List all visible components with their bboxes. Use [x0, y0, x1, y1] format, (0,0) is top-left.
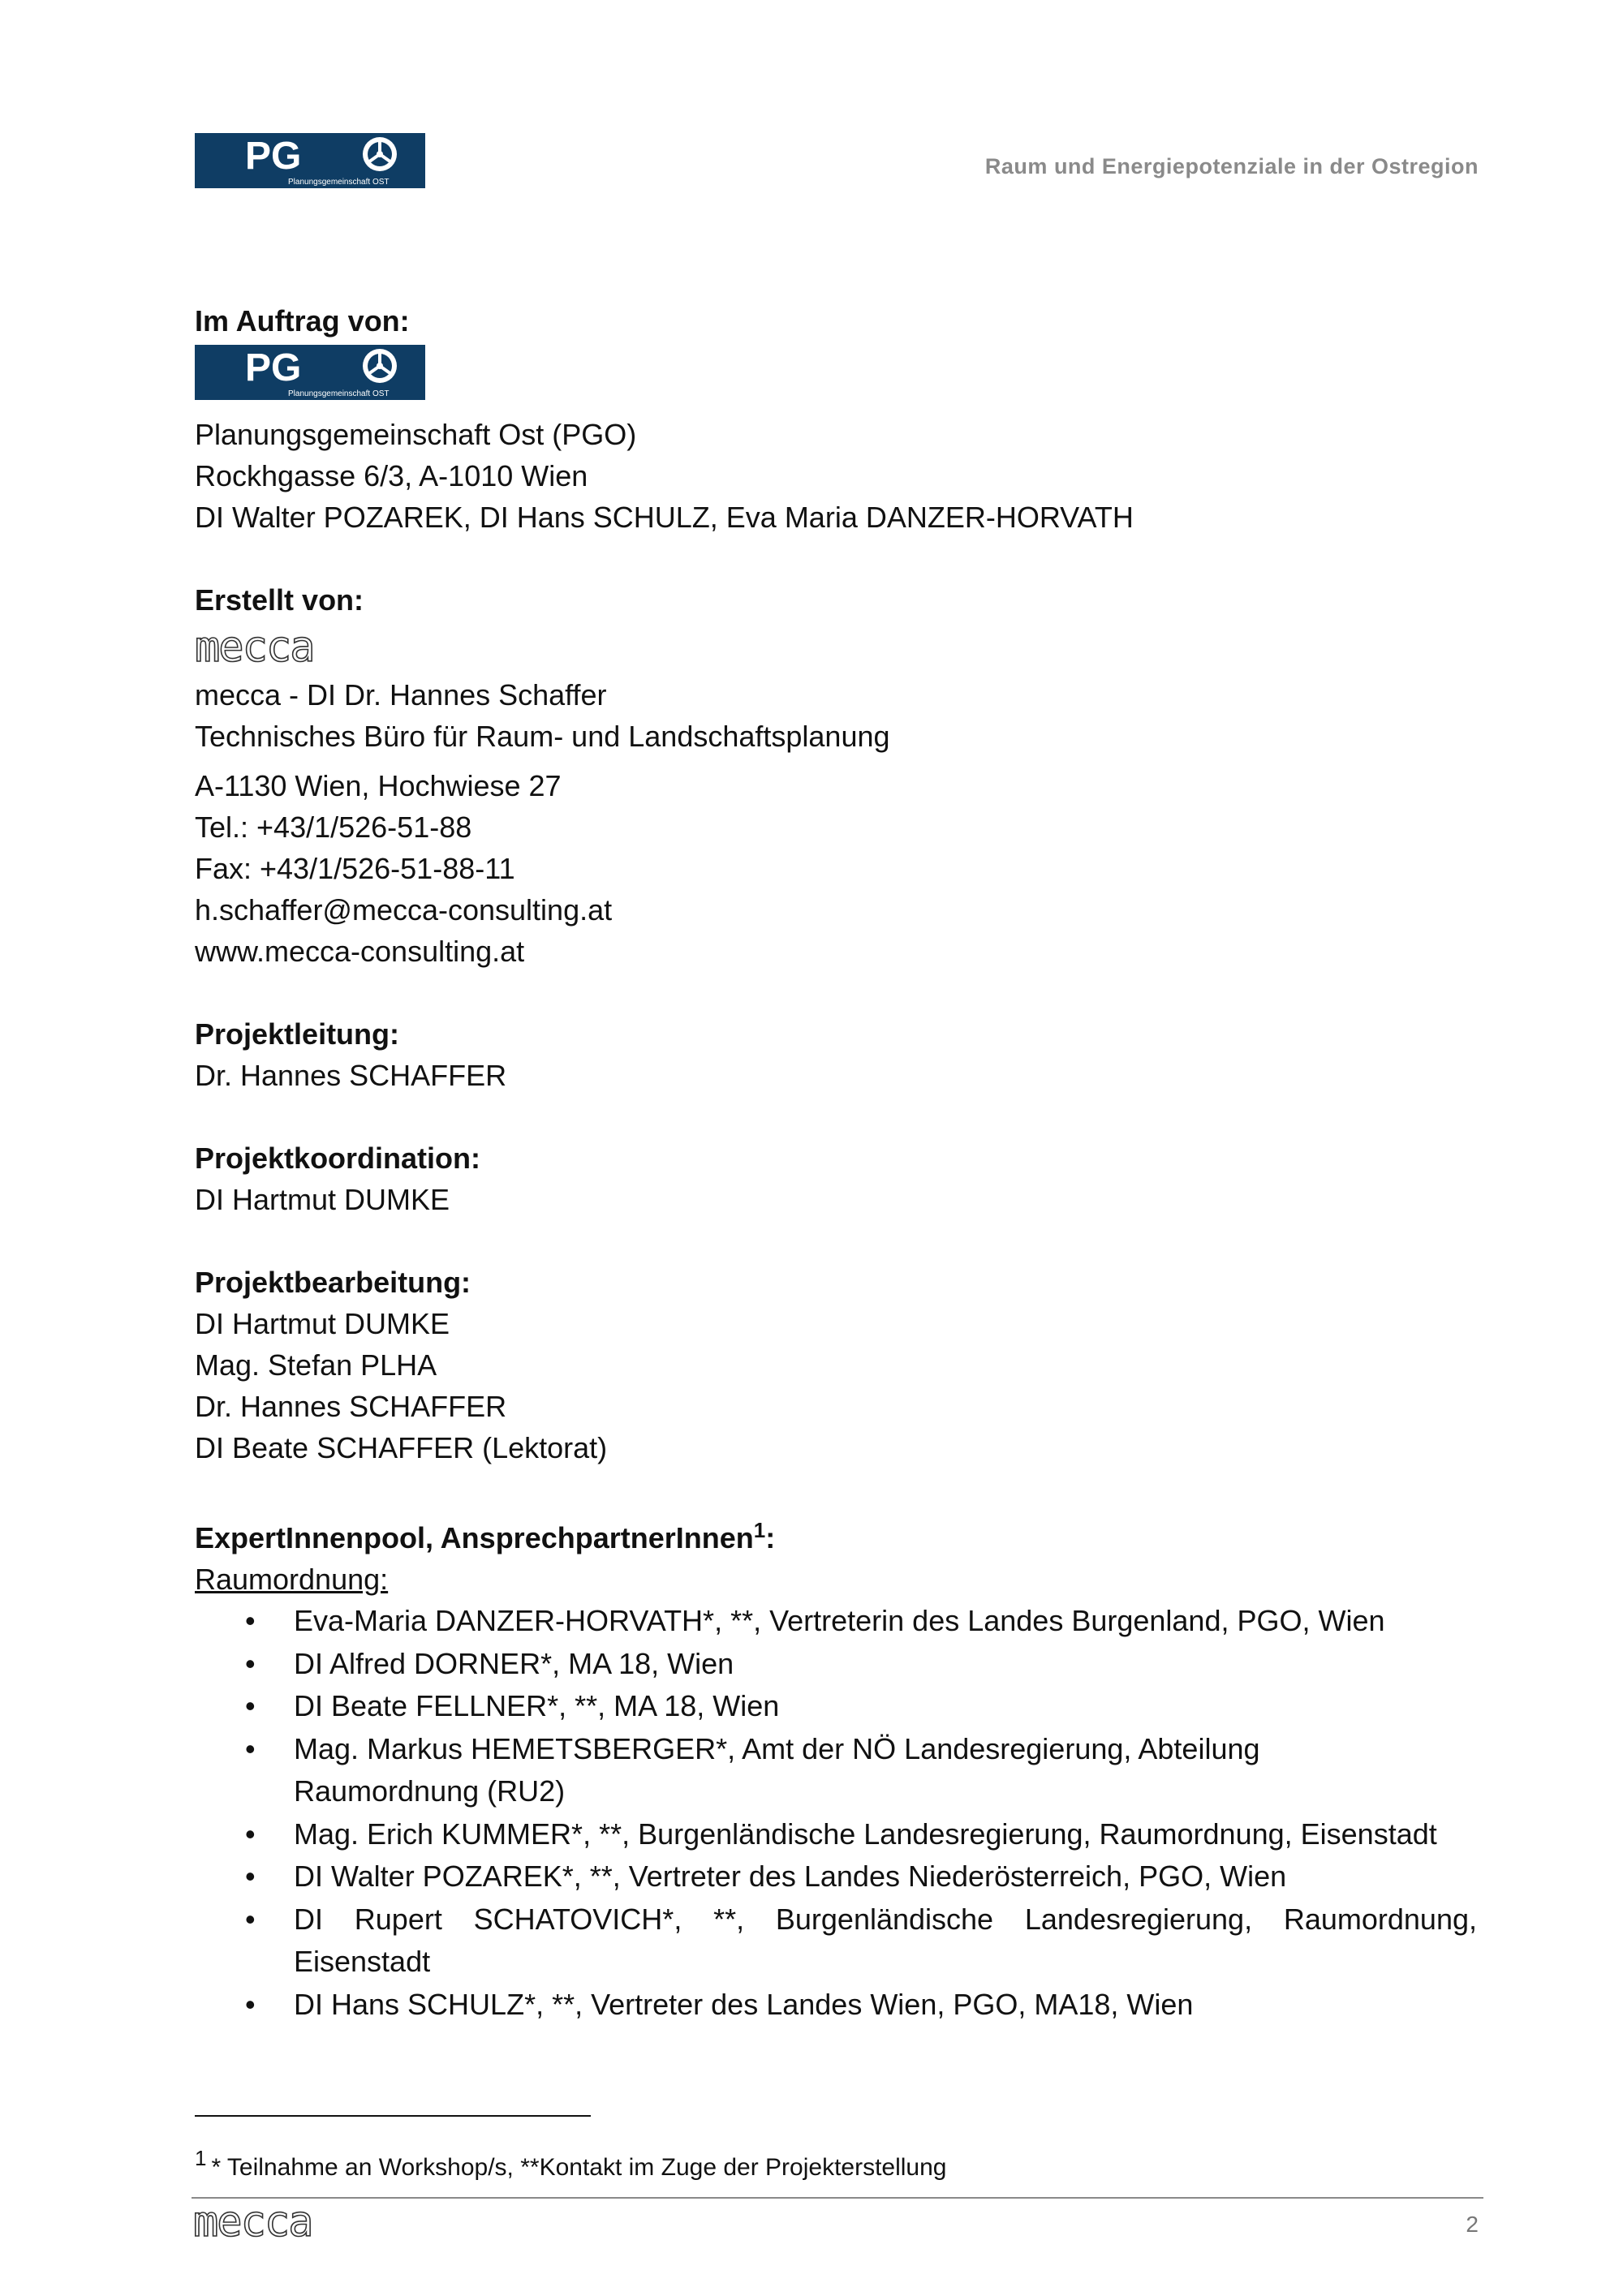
- pgo-turbine-icon: [363, 349, 397, 383]
- website-link[interactable]: www.mecca-consulting.at: [195, 935, 525, 968]
- experts-heading: [195, 1510, 1477, 1559]
- footnote-separator: [195, 2115, 591, 2117]
- list-item: • Mag. Erich KUMMER*, **, Burgenländische Landesregierung, Raumordnung, Eisenstadt: [195, 1813, 1477, 1856]
- experts-list: [195, 1600, 1477, 2026]
- document-body: [195, 300, 1477, 2026]
- mecca-logo-text: mecca: [195, 629, 314, 666]
- erstellt-heading: Erstellt von:: [195, 583, 364, 617]
- auftrag-line: Rockhgasse 6/3, A-1010 Wien: [195, 459, 588, 492]
- phone-line: Tel.: +43/1/526-51-88: [195, 810, 472, 844]
- pgo-logo-text: PG: [245, 346, 302, 389]
- auftrag-line: DI Walter POZAREK, DI Hans SCHULZ, Eva Maria DANZER-HORVATH: [195, 501, 1134, 534]
- pgo-logo-graphic: [195, 345, 425, 400]
- footer-mecca-logo: [193, 2204, 372, 2245]
- projektbearbeitung-line: DI Beate SCHAFFER (Lektorat): [195, 1431, 608, 1464]
- auftrag-line: Planungsgemeinschaft Ost (PGO): [195, 418, 637, 451]
- projektleitung-heading: Projektleitung:: [195, 1017, 400, 1051]
- pgo-logo-subtext: Planungsgemeinschaft OST: [288, 389, 390, 398]
- address-line: A-1130 Wien, Hochwiese 27: [195, 769, 562, 802]
- header-title: Raum und Energiepotenziale in der Ostregion: [984, 154, 1479, 178]
- footnote-number: 1: [195, 2146, 207, 2170]
- list-item: • DI Beate FELLNER*, **, MA 18, Wien: [195, 1685, 1477, 1728]
- pgo-logo-graphic: [195, 133, 425, 188]
- projektbearbeitung-line: Dr. Hannes SCHAFFER: [195, 1390, 507, 1423]
- header-pgo-logo: [195, 133, 425, 192]
- erstellt-line: Technisches Büro für Raum- und Landschaftsplanung: [195, 720, 890, 753]
- fax-line: Fax: +43/1/526-51-88-11: [195, 852, 515, 885]
- email-link[interactable]: h.schaffer@mecca-consulting.at: [195, 893, 613, 927]
- projektkoordination-heading: Projektkoordination:: [195, 1142, 481, 1175]
- list-item: • DI Rupert SCHATOVICH*, **, Burgenländische Landesregierung, Raumordnung, Eisenstadt: [195, 1898, 1477, 1984]
- mecca-logo-graphic: [193, 2204, 372, 2241]
- footnote: [195, 2146, 947, 2182]
- mecca-logo-text: mecca: [193, 2204, 312, 2241]
- erstellt-line: mecca - DI Dr. Hannes Schaffer: [195, 678, 607, 712]
- raumordnung-subheading: Raumordnung:: [195, 1563, 389, 1596]
- list-item: • DI Alfred DORNER*, MA 18, Wien: [195, 1643, 1477, 1686]
- projektkoordination-line: DI Hartmut DUMKE: [195, 1183, 450, 1216]
- page-number: 2: [1466, 2212, 1479, 2237]
- mecca-logo-graphic: [195, 629, 373, 666]
- list-item: • Mag. Markus HEMETSBERGER*, Amt der NÖ Landesregierung, Abteilung Raumordnung (RU2): [195, 1728, 1477, 1813]
- list-item: • Eva-Maria DANZER-HORVATH*, **, Vertreterin des Landes Burgenland, PGO, Wien: [195, 1600, 1477, 1643]
- pgo-turbine-icon: [363, 137, 397, 171]
- erstellt-mecca-logo: [195, 629, 1477, 674]
- projektbearbeitung-line: DI Hartmut DUMKE: [195, 1307, 450, 1340]
- projektbearbeitung-heading: Projektbearbeitung:: [195, 1266, 471, 1299]
- footer-divider: [192, 2197, 1483, 2199]
- pgo-logo-text: PG: [245, 135, 302, 178]
- footnote-text: * Teilnahme an Workshop/s, **Kontakt im Zuge der Projekterstellung: [211, 2154, 947, 2181]
- experts-heading-text: ExpertInnenpool, AnsprechpartnerInnen: [195, 1521, 754, 1554]
- list-item: • DI Walter POZAREK*, **, Vertreter des Landes Niederösterreich, PGO, Wien: [195, 1855, 1477, 1898]
- auftrag-heading: Im Auftrag von:: [195, 304, 410, 338]
- list-item: • DI Hans SCHULZ*, **, Vertreter des Landes Wien, PGO, MA18, Wien: [195, 1984, 1477, 2027]
- projektleitung-line: Dr. Hannes SCHAFFER: [195, 1059, 507, 1092]
- pgo-logo-subtext: Planungsgemeinschaft OST: [288, 178, 390, 187]
- projektbearbeitung-line: Mag. Stefan PLHA: [195, 1348, 437, 1382]
- footnote-reference[interactable]: 1: [753, 1518, 766, 1542]
- auftrag-pgo-logo: [195, 345, 1477, 411]
- experts-heading-suffix: :: [765, 1521, 776, 1554]
